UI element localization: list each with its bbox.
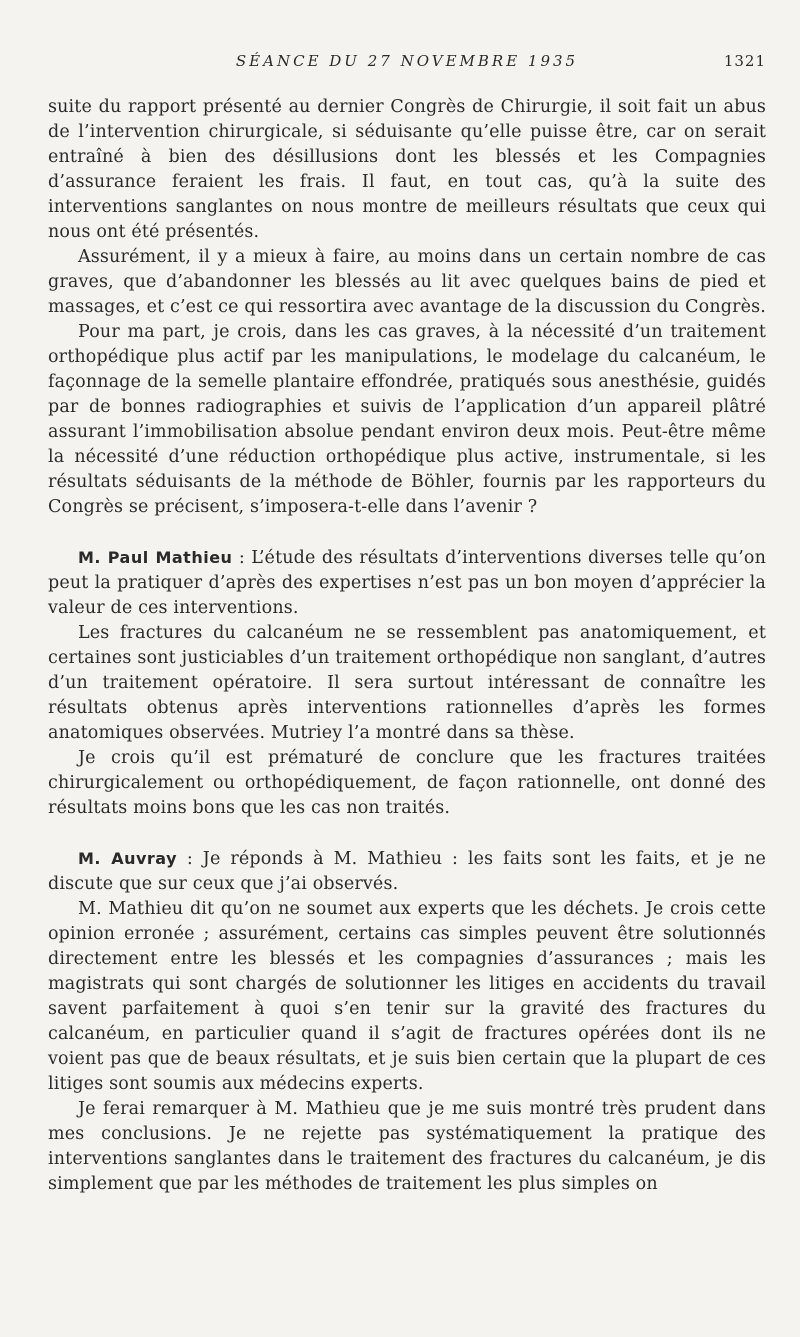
paragraph: suite du rapport présenté au dernier Congrès de Chirurgie, il soit fait un abus de l’intervention chirurgicale, si séduisante qu’elle puisse être, car on serait entraîné à bien des désillusions dont les blessés et les Compagnies d’assurance feraient les frais. Il faut, en tout cas, qu’à la suite des interventions sanglantes on nous montre de meilleurs résultats que ceux qui nous ont été présentés. xyxy=(48,97,766,242)
speaker-text: : L’étude des résultats d’interventions diverses telle qu’on peut la pratiquer d’après des expertises n’est pas un bon moyen d’apprécier la valeur de ces interventions. xyxy=(48,548,767,618)
paragraph: M. Mathieu dit qu’on ne soumet aux experts que les déchets. Je crois cette opinion erronée ; assurément, certains cas simples peuvent être solutionnés directement entre les blessés et les compagnies d’assurances ; mais les magistrats qui sont chargés de solutionner les litiges en accidents du travail savent parfaitement à quoi s’en tenir sur la gravité des fractures du calcanéum, en particulier quand il s’agit de fractures opérées dont ils ne voient pas que de beaux résultats, et je suis bien certain que la plupart de ces litiges sont soumis aux médecins experts. xyxy=(48,899,766,1094)
speaker-paragraph xyxy=(48,545,766,621)
speaker-name: M. Auvray xyxy=(78,849,178,868)
paragraph: Je ferai remarquer à M. Mathieu que je me suis montré très prudent dans mes conclusions. Je ne rejette pas systématiquement la pratique des interventions sanglantes dans le traitement des fractures du calcanéum, je dis simplement que par les méthodes de traitement les plus simples on xyxy=(48,1099,766,1194)
speaker-paragraph xyxy=(48,846,766,897)
page-number: 1321 xyxy=(723,52,766,70)
running-head xyxy=(48,52,766,74)
speaker-name: M. Paul Mathieu xyxy=(78,548,233,567)
body-text xyxy=(48,95,766,1197)
speaker-text: : Je réponds à M. Mathieu : les faits sont les faits, et je ne discute que sur ceux que j’ai observés. xyxy=(48,849,766,894)
paragraph: Assurément, il y a mieux à faire, au moins dans un certain nombre de cas graves, que d’abandonner les blessés au lit avec quelques bains de pied et massages, et c’est ce qui ressortira avec avantage de la discussion du Congrès. xyxy=(48,247,766,317)
paragraph: Les fractures du calcanéum ne se ressemblent pas anatomiquement, et certaines sont justiciables d’un traitement orthopédique non sanglant, d’autres d’un traitement opératoire. Il sera surtout intéressant de connaître les résultats obtenus après interventions rationnelles d’après les formes anatomiques observées. Mutriey l’a montré dans sa thèse. xyxy=(48,623,766,743)
paragraph: Je crois qu’il est prématuré de conclure que les fractures traitées chirurgicalement ou orthopédiquement, de façon rationnelle, ont donné des résultats moins bons que les cas non traités. xyxy=(48,748,766,818)
paragraph: Pour ma part, je crois, dans les cas graves, à la nécessité d’un traitement orthopédique plus actif par les manipulations, le modelage du calcanéum, le façonnage de la semelle plantaire effondrée, pratiqués sous anesthésie, guidés par de bonnes radiographies et suivis de l’application d’un appareil plâtré assurant l’immobilisation absolue pendant environ deux mois. Peut-être même la nécessité d’une réduction orthopédique plus active, instrumentale, si les résultats séduisants de la méthode de Böhler, fournis par les rapporteurs du Congrès se précisent, s’imposera-t-elle dans l’avenir ? xyxy=(48,322,766,517)
running-title: SÉANCE DU 27 NOVEMBRE 1935 xyxy=(235,52,579,70)
